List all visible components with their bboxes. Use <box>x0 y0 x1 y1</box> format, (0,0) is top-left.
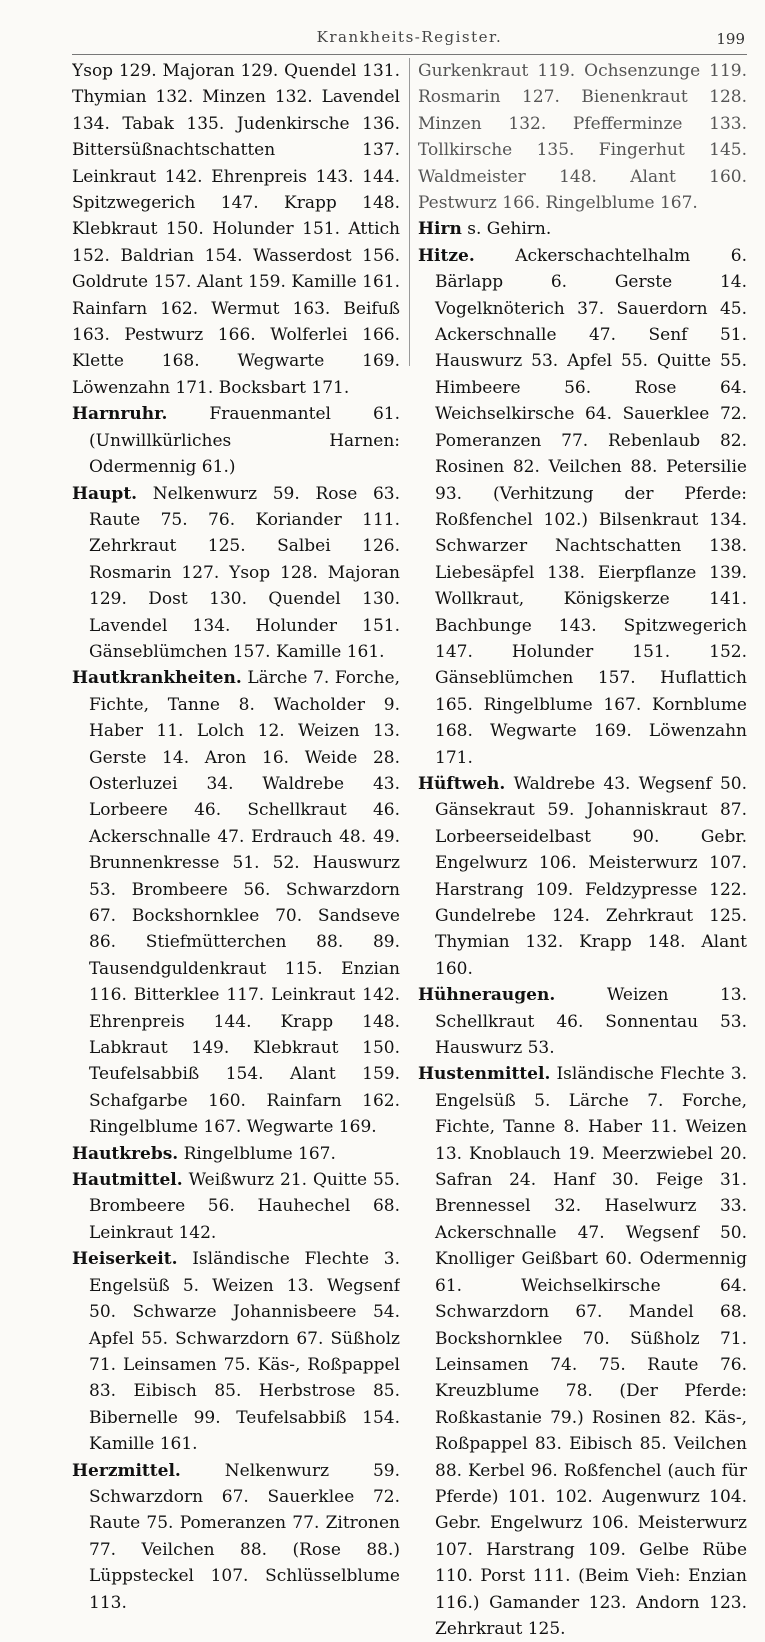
index-entry <box>418 58 747 216</box>
entry-text: Lärche 7. Forche, Fichte, Tanne 8. Wacholder 9. Haber 11. Lolch 12. Weizen 13. Gerste 14. Aron 16. Weide 28. Osterluzei 34. Waldrebe 43. Lorbeere 46. Schellkraut 46. Ackerschnalle 47. Erdrauch 48. 49. Brunnenkresse 51. 52. Hauswurz 53. Brombeere 56. Schwarzdorn 67. Bockshornklee 70. Sandseve 86. Stiefmütterchen 88. 89. Tausendguldenkraut 115. Enzian 116. Bitterklee 117. Leinkraut 142. Ehrenpreis 144. Krapp 148. Labkraut 149. Klebkraut 150. Teufelsabbiß 154. Alant 159. Schafgarbe 160. Rainfarn 162. Ringelblume 167. Wegwarte 169. <box>89 668 400 1138</box>
entry-text: Waldrebe 43. Wegsenf 50. Gänsekraut 59. Johanniskraut 87. Lorbeerseidelbast 90. Gebr. Engelwurz 106. Meisterwurz 107. Harstrang 109. Feldzypresse 122. Gundelrebe 124. Zehrkraut 125. Thymian 132. Krapp 148. Alant 160. <box>435 773 747 979</box>
entry-text: Gurkenkraut 119. Ochsenzunge 119. Rosmarin 127. Bienenkraut 128. Minzen 132. Pfefferminze 133. Tollkirsche 135. Fingerhut 145. Waldmeister 148. Alant 160. Pestwurz 166. Ringelblume 167. <box>418 61 747 214</box>
entry-text: Nelkenwurz 59. Rose 63. Raute 75. 76. Koriander 111. Zehrkraut 125. Salbei 126. Rosmarin 127. Ysop 128. Majoran 129. Dost 130. Quendel 130. Lavendel 134. Holunder 151. Gänseblümchen 157. Kamille 161. <box>89 483 400 662</box>
index-entry <box>72 1167 400 1246</box>
index-entry <box>418 982 747 1061</box>
index-entry <box>72 665 400 1140</box>
entry-text: Ysop 129. Majoran 129. Quendel 131. Thymian 132. Minzen 132. Lavendel 134. Tabak 135. Judenkirsche 136. Bittersüßnachtschatten 137. Leinkraut 142. Ehrenpreis 143. 144. Spitzwegerich 147. Krapp 148. Klebkraut 150. Holunder 151. Attich 152. Baldrian 154. Wasserdost 156. Goldrute 157. Alant 159. Kamille 161. Rainfarn 162. Wermut 163. Beifuß 163. Pestwurz 166. Wolferlei 166. Klette 168. Wegwarte 169. Löwenzahn 171. Bocksbart 171. <box>72 61 400 398</box>
column-divider <box>409 58 410 366</box>
entry-text: s. Gehirn. <box>467 219 552 240</box>
entry-text: Weißwurz 21. Quitte 55. Brombeere 56. Hauhechel 68. Leinkraut 142. <box>89 1170 400 1243</box>
entry-term: Hautmittel. <box>72 1170 183 1191</box>
entry-text: Weizen 13. Schellkraut 46. Sonnentau 53. Hauswurz 53. <box>435 985 747 1059</box>
entry-term: Hühneraugen. <box>418 985 556 1006</box>
entry-term: Hautkrankheiten. <box>72 668 242 689</box>
index-entry <box>418 771 747 982</box>
index-entry <box>72 401 400 480</box>
index-entry <box>418 216 747 242</box>
index-columns <box>72 58 747 1642</box>
index-entry <box>72 58 400 401</box>
entry-text: Nelkenwurz 59. Schwarzdorn 67. Sauerklee 72. Raute 75. Pomeranzen 77. Zitronen 77. Veilchen 88. (Rose 88.) Lüppsteckel 107. Schlüsselblume 113. <box>89 1460 400 1613</box>
entry-term: Hüftweh. <box>418 773 506 794</box>
left-column <box>72 58 400 1642</box>
index-entry <box>418 243 747 771</box>
entry-term: Hautkrebs. <box>72 1143 179 1164</box>
page-number: 199 <box>716 30 745 48</box>
entry-text: Frauenmantel 61. (Unwillkürliches Harnen: Odermennig 61.) <box>89 404 400 478</box>
entry-term: Hustenmittel. <box>418 1064 551 1085</box>
entry-term: Hirn <box>418 219 462 240</box>
entry-term: Haupt. <box>72 483 138 504</box>
index-entry <box>418 1061 747 1642</box>
header-rule <box>72 54 747 55</box>
entry-text: Ackerschachtelhalm 6. Bärlapp 6. Gerste 14. Vogelknöterich 37. Sauerdorn 45. Ackerschnalle 47. Senf 51. Hauswurz 53. Apfel 55. Quitte 55. Himbeere 56. Rose 64. Weichselkirsche 64. Sauerklee 72. Pomeranzen 77. Rebenlaub 82. Rosinen 82. Veilchen 88. Petersilie 93. (Verhitzung der Pferde: Roßfenchel 102.) Bilsenkraut 134. Schwarzer Nachtschatten 138. Liebesäpfel 138. Eierpflanze 139. Wollkraut, Königskerze 141. Bachbunge 143. Spitzwegerich 147. Holunder 151. 152. Gänseblümchen 157. Huflattich 165. Ringelblume 167. Kornblume 168. Wegwarte 169. Löwenzahn 171. <box>435 245 747 768</box>
index-entry <box>72 481 400 666</box>
entry-term: Herzmittel. <box>72 1460 181 1481</box>
right-column <box>418 58 747 1642</box>
index-entry <box>72 1246 400 1457</box>
entry-term: Harnruhr. <box>72 404 168 425</box>
entry-text: Ringelblume 167. <box>183 1143 336 1164</box>
index-entry <box>72 1458 400 1616</box>
entry-term: Hitze. <box>418 245 475 266</box>
entry-text: Isländische Flechte 3. Engelsüß 5. Lärche 7. Forche, Fichte, Tanne 8. Haber 11. Weizen 13. Knoblauch 19. Meerzwiebel 20. Safran 24. Hanf 30. Feige 31. Brennessel 32. Haselwurz 33. Ackerschnalle 47. Wegsenf 50. Knolliger Geißbart 60. Odermennig 61. Weichselkirsche 64. Schwarzdorn 67. Mandel 68. Bockshornklee 70. Süßholz 71. Leinsamen 74. 75. Raute 76. Kreuzblume 78. (Der Pferde: Roßkastanie 79.) Rosinen 82. Käs-, Roßpappel 83. Eibisch 85. Veilchen 88. Kerbel 96. Roßfenchel (auch für Pferde) 101. 102. Augenwurz 104. Gebr. Engelwurz 106. Meisterwurz 107. Harstrang 109. Gelbe Rübe 110. Porst 111. (Beim Vieh: Enzian 116.) Gamander 123. Andorn 123. Zehrkraut 125. <box>435 1064 747 1639</box>
entry-term: Heiserkeit. <box>72 1249 178 1270</box>
index-entry <box>72 1141 400 1167</box>
entry-text: Isländische Flechte 3. Engelsüß 5. Weizen 13. Wegsenf 50. Schwarze Johannisbeere 54. Apfel 55. Schwarzdorn 67. Süßholz 71. Leinsamen 75. Käs-, Roßpappel 83. Eibisch 85. Herbstrose 85. Bibernelle 99. Teufelsabbiß 154. Kamille 161. <box>89 1249 400 1455</box>
running-title: Krankheits-Register. <box>316 28 503 46</box>
page-header <box>72 0 747 58</box>
